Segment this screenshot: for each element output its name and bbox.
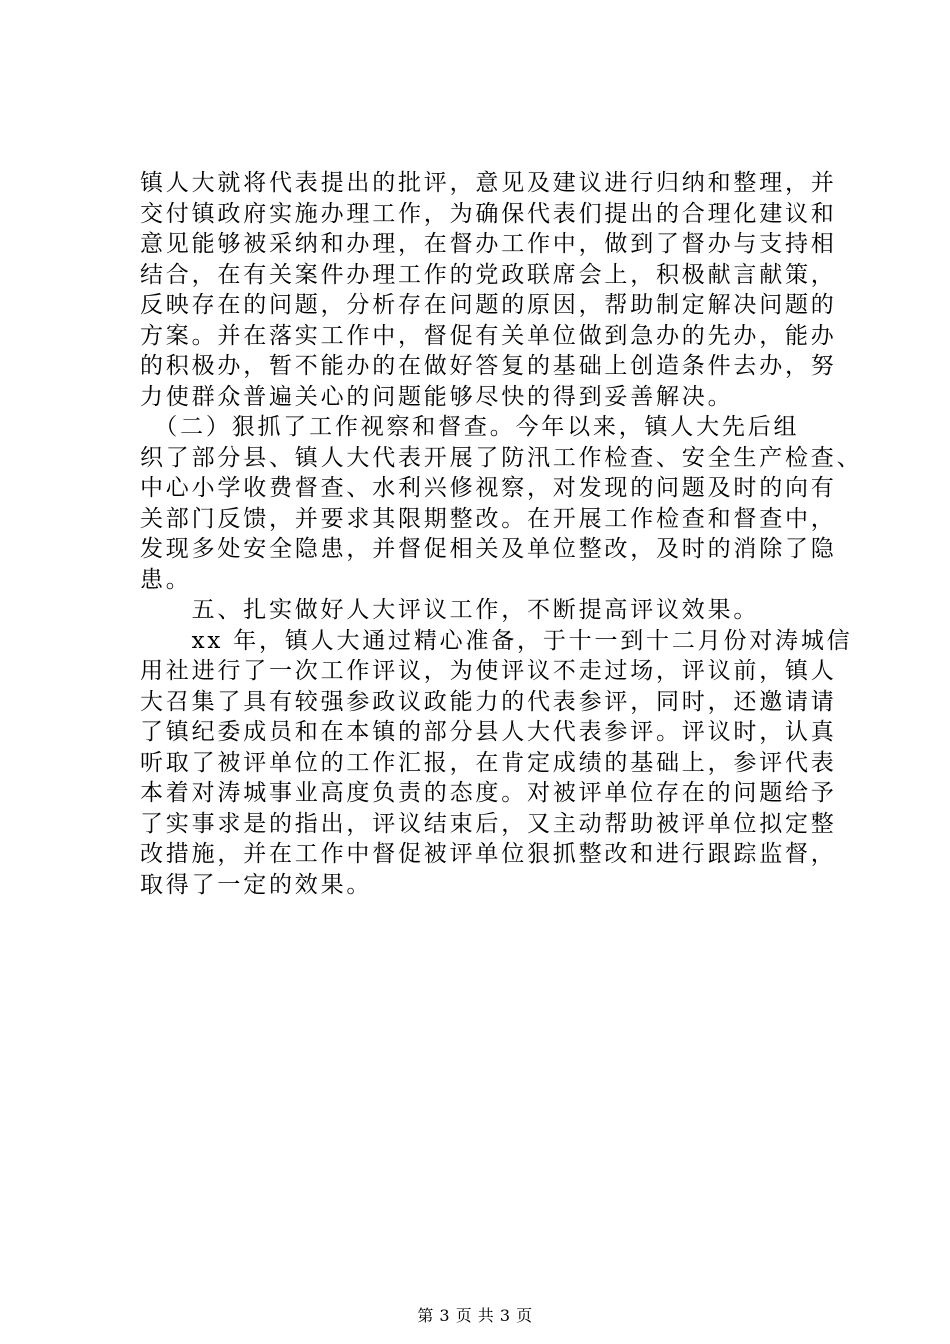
text-line: 了镇纪委成员和在本镇的部分县人大代表参评。评议时，认真 xyxy=(140,719,837,745)
text-line: 的积极办，暂不能办的在做好答复的基础上创造条件去办，努 xyxy=(140,353,837,379)
text-line: 中心小学收费督查、水利兴修视察，对发现的问题及时的向有 xyxy=(140,475,837,501)
text-line: 交付镇政府实施办理工作，为确保代表们提出的合理化建议和 xyxy=(140,200,837,227)
text-line: （二）狠抓了工作视察和督查。今年以来，镇人大先后组 xyxy=(140,414,800,440)
page-number-footer: 第 3 页 共 3 页 xyxy=(417,1306,533,1325)
text-line: 了实事求是的指出，评议结束后，又主动帮助被评单位拟定整 xyxy=(140,810,837,837)
text-line: 镇人大就将代表提出的批评，意见及建议进行归纳和整理，并 xyxy=(140,170,837,196)
text-line: 结合，在有关案件办理工作的党政联席会上，积极献言献策， xyxy=(140,261,837,288)
text-line: 听取了被评单位的工作汇报，在肯定成绩的基础上，参评代表 xyxy=(140,749,837,776)
document-body xyxy=(140,168,863,900)
text-line: 意见能够被采纳和办理，在督办工作中，做到了督办与支持相 xyxy=(140,231,837,257)
text-line: 发现多处安全隐患，并督促相关及单位整改，及时的消除了隐 xyxy=(140,536,837,562)
text-line: xx 年，镇人大通过精心准备，于十一到十二月份对涛城信 xyxy=(140,627,853,654)
text-line: 改措施，并在工作中督促被评单位狠抓整改和进行跟踪监督， xyxy=(140,841,837,867)
text-line: 患。 xyxy=(140,566,192,593)
text-line: 本着对涛城事业高度负责的态度。对被评单位存在的问题给予 xyxy=(140,780,837,806)
text-line: 取得了一定的效果。 xyxy=(140,871,373,898)
text-line: 用社进行了一次工作评议，为使评议不走过场，评议前，镇人 xyxy=(140,658,837,684)
text-line: 反映存在的问题，分析存在问题的原因，帮助制定解决问题的 xyxy=(140,292,837,318)
text-line: 织了部分县、镇人大代表开展了防汛工作检查、安全生产检查、 xyxy=(140,444,863,471)
text-line: 关部门反馈，并要求其限期整改。在开展工作检查和督查中， xyxy=(140,505,837,532)
section-heading: 五、扎实做好人大评议工作，不断提高评议效果。 xyxy=(140,597,760,623)
text-line: 方案。并在落实工作中，督促有关单位做到急办的先办，能办 xyxy=(140,322,837,349)
text-line: 大召集了具有较强参政议政能力的代表参评，同时，还邀请请 xyxy=(140,688,837,715)
text-line: 力使群众普遍关心的问题能够尽快的得到妥善解决。 xyxy=(140,383,734,410)
